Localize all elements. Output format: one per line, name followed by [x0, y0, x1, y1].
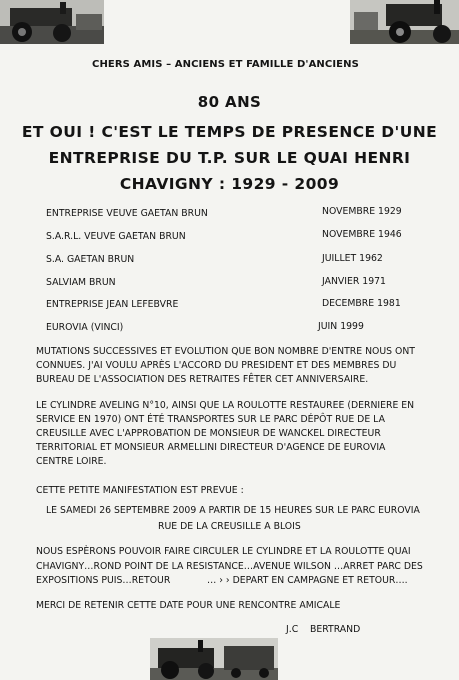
company-name: EUROVIA (VINCI)	[46, 322, 124, 333]
title-line-1: ET OUI ! C'EST LE TEMPS DE PRESENCE D'UNE	[21, 123, 438, 141]
company-name: ENTREPRISE JEAN LEFEBVRE	[46, 299, 179, 310]
paragraph-line: CREUSILLE AVEC L'APPROBATION DE MONSIEUR DE WANCKEL DIRECTEUR	[36, 428, 381, 439]
steamroller-photo-bottom	[150, 638, 278, 680]
paragraph-line: CHAVIGNY…ROND POINT DE LA RESISTANCE…AVENUE WILSON …ARRET PARC DES	[36, 561, 423, 572]
signature: J.C BERTRAND	[286, 624, 361, 635]
announcement-line: CETTE PETITE MANIFESTATION EST PREVUE :	[36, 485, 244, 496]
paragraph-line: CONNUES. J'AI VOULU APRÈS L'ACCORD DU PRESIDENT ET DES MEMBRES DU	[36, 360, 397, 371]
company-date: DECEMBRE 1981	[322, 298, 401, 309]
company-name: S.A.R.L. VEUVE GAETAN BRUN	[46, 231, 186, 242]
paragraph-line: NOUS ESPÈRONS POUVOIR FAIRE CIRCULER LE CYLINDRE ET LA ROULOTTE QUAI	[36, 546, 411, 557]
paragraph-line: … › › DEPART EN CAMPAGNE ET RETOUR….	[207, 575, 408, 586]
company-date: JUIN 1999	[318, 321, 364, 332]
event-date-line: LE SAMEDI 26 SEPTEMBRE 2009 A PARTIR DE 15 HEURES SUR LE PARC EUROVIA	[46, 505, 420, 516]
event-location-line: RUE DE LA CREUSILLE A BLOIS	[158, 521, 301, 532]
paragraph-line: EXPOSITIONS PUIS…RETOUR	[36, 575, 171, 586]
title-line-3: CHAVIGNY : 1929 - 2009	[119, 175, 340, 193]
paragraph-line: TERRITORIAL ET MONSIEUR ARMELLINI DIRECTEUR D'AGENCE DE EUROVIA	[36, 442, 386, 453]
title-line-2: ENTREPRISE DU T.P. SUR LE QUAI HENRI	[48, 149, 411, 167]
company-date: NOVEMBRE 1946	[322, 229, 402, 240]
greeting-header: CHERS AMIS – ANCIENS ET FAMILLE D'ANCIENS	[92, 59, 359, 70]
steamroller-photo-top-left	[0, 0, 104, 44]
company-date: JUILLET 1962	[322, 253, 383, 264]
paragraph-line: BUREAU DE L'ASSOCIATION DES RETRAITES FÊTER CET ANNIVERSAIRE.	[36, 374, 369, 385]
company-date: NOVEMBRE 1929	[322, 206, 402, 217]
company-date: JANVIER 1971	[322, 276, 386, 287]
paragraph-line: CENTRE LOIRE.	[36, 456, 107, 467]
company-name: SALVIAM BRUN	[46, 277, 116, 288]
paragraph-line: MUTATIONS SUCCESSIVES ET EVOLUTION QUE BON NOMBRE D'ENTRE NOUS ONT	[36, 346, 415, 357]
company-name: S.A. GAETAN BRUN	[46, 254, 135, 265]
paragraph-line: LE CYLINDRE AVELING N°10, AINSI QUE LA ROULOTTE RESTAUREE (DERNIERE EN	[36, 400, 415, 411]
steamroller-photo-top-right	[350, 0, 459, 44]
anniversary-label: 80 ANS	[197, 93, 262, 111]
closing-line: MERCI DE RETENIR CETTE DATE POUR UNE RENCONTRE AMICALE	[36, 600, 341, 611]
company-name: ENTREPRISE VEUVE GAETAN BRUN	[46, 208, 208, 219]
paragraph-line: SERVICE EN 1970) ONT ÉTÉ TRANSPORTES SUR LE PARC DÉPÔT RUE DE LA	[36, 414, 385, 425]
